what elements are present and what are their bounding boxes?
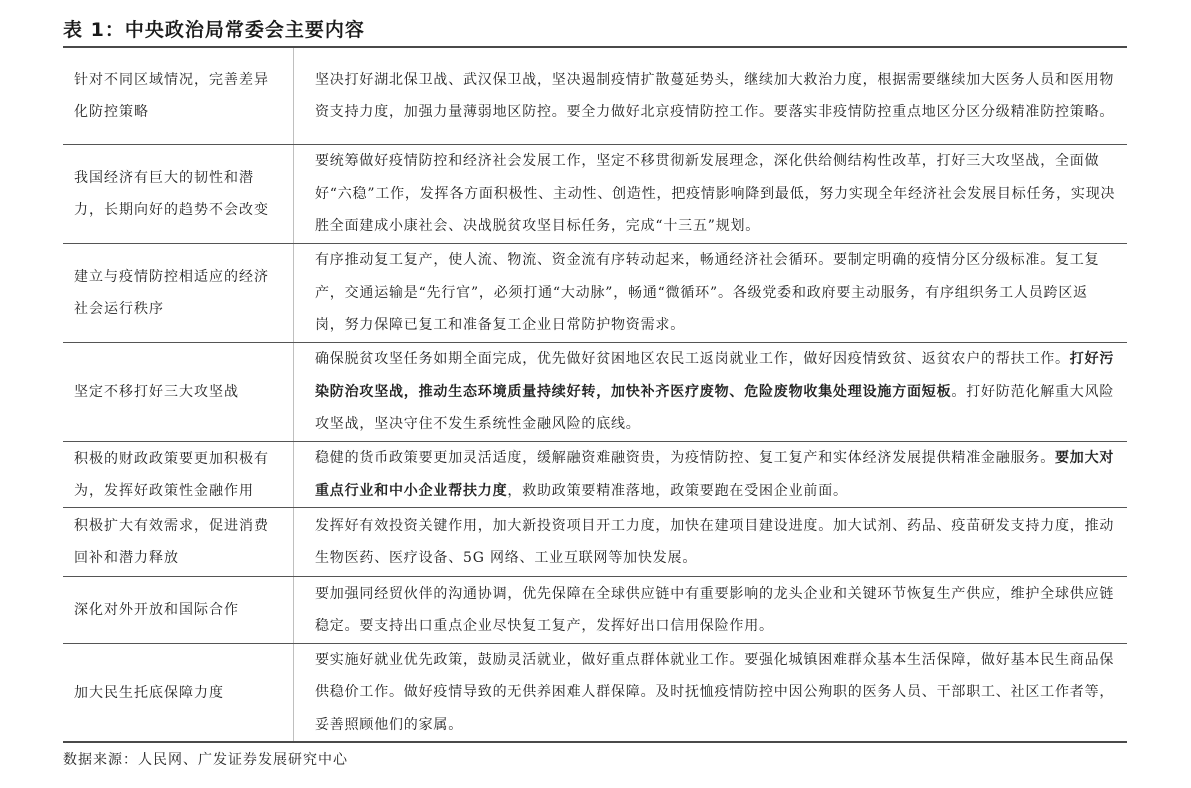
topic-text: 坚定不移打好三大攻坚战: [74, 384, 239, 400]
content-cell: [294, 508, 1127, 576]
topic-text: 深化对外开放和国际合作: [74, 602, 239, 618]
content-cell: [294, 442, 1127, 507]
content-cell: [294, 644, 1127, 741]
topic-text: 我国经济有巨大的韧性和潜力，长期向好的趋势不会改变: [74, 170, 269, 218]
topic-text: 针对不同区域情况，完善差异化防控策略: [74, 72, 269, 120]
table-row: [63, 48, 1127, 144]
content-cell: [294, 577, 1127, 643]
content-text-plain: 确保脱贫攻坚任务如期全面完成，优先做好贫困地区农民工返岗就业工作，做好因疫情致贫、返贫农户的帮扶工作。: [315, 351, 1070, 368]
table-row: [63, 507, 1127, 576]
content-text: [315, 442, 1117, 507]
content-text-plain: 稳健的货币政策要更加灵活适度，缓解融资难融资贵，为疫情防控、复工复产和实体经济发展提供精准金融服务。: [315, 450, 1055, 466]
content-text: 有序推动复工复产，使人流、物流、资金流有序转动起来，畅通经济社会循环。要制定明确的疫情分区分级标准。复工复产，交通运输是“先行官”，必须打通“大动脉”，畅通“微循环”。各级党委和政府要主动服务，有序组织务工人员跨区返岗，努力保障已复工和准备复工企业日常防护物资需求。: [315, 252, 1100, 334]
topic-cell: [63, 442, 294, 507]
content-text: 要统筹做好疫情防控和经济社会发展工作，坚定不移贯彻新发展理念，深化供给侧结构性改革，打好三大攻坚战，全面做好“六稳”工作，发挥各方面积极性、主动性、创造性，把疫情影响降到最低，努力实现全年经济社会发展目标任务，实现决胜全面建成小康社会、决战脱贫攻坚目标任务，完成“十三五”规划。: [315, 153, 1116, 235]
content-text: 发挥好有效投资关键作用，加大新投资项目开工力度，加快在建项目建设进度。加大试剂、药品、疫苗研发支持力度，推动生物医药、医疗设备、5G 网络、工业互联网等加快发展。: [315, 517, 1115, 566]
table-row: [63, 576, 1127, 643]
policy-table: [63, 46, 1127, 743]
content-text: 要加强同经贸伙伴的沟通协调，优先保障在全球供应链中有重要影响的龙头企业和关键环节恢复生产供应，维护全球供应链稳定。要支持出口重点企业尽快复工复产，发挥好出口信用保险作用。: [315, 585, 1115, 634]
topic-text: 建立与疫情防控相适应的经济社会运行秩序: [74, 269, 269, 317]
content-text-plain: 。打好防范化解重大风险攻坚战，坚决守住不发生系统性金融风险的底线。: [315, 383, 1115, 433]
topic-text: 加大民生托底保障力度: [74, 684, 224, 701]
content-cell: [294, 343, 1127, 441]
content-text-plain: ，救助政策要精准落地，政策要跑在受困企业前面。: [507, 482, 848, 499]
table-row: [63, 243, 1127, 342]
topic-cell: [63, 343, 294, 441]
topic-cell: [63, 145, 294, 243]
content-text: 要实施好就业优先政策，鼓励灵活就业，做好重点群体就业工作。要强化城镇困难群众基本生活保障，做好基本民生商品保供稳价工作。做好疫情导致的无供养困难人群保障。及时抚恤疫情防控中因公殉职的医务人员、干部职工、社区工作者等，妥善照顾他们的家属。: [315, 651, 1115, 733]
content-text: [315, 343, 1117, 441]
table-row: [63, 342, 1127, 441]
topic-cell: [63, 244, 294, 342]
topic-cell: [63, 48, 294, 144]
table-title: 表 1：中央政治局常委会主要内容: [63, 19, 365, 41]
topic-text: 积极的财政政策要更加积极有为，发挥好政策性金融作用: [74, 450, 269, 499]
table-row: [63, 144, 1127, 243]
content-cell: [294, 48, 1127, 144]
table-row: [63, 441, 1127, 507]
data-source-note: 数据来源：人民网、广发证券发展研究中心: [63, 752, 348, 768]
table-row: [63, 643, 1127, 741]
topic-cell: [63, 508, 294, 576]
content-text: 坚决打好湖北保卫战、武汉保卫战，坚决遏制疫情扩散蔓延势头，继续加大救治力度，根据需要继续加大医务人员和医用物资支持力度，加强力量薄弱地区防控。要全力做好北京疫情防控工作。要落实非疫情防控重点地区分区分级精准防控策略。: [315, 71, 1115, 120]
content-text-bold: 要加大对重点行业和中小企业帮扶力度: [315, 450, 1115, 499]
document: [63, 14, 1127, 777]
content-cell: [294, 244, 1127, 342]
topic-text: 积极扩大有效需求，促进消费回补和潜力释放: [74, 518, 269, 566]
content-text-bold: 打好污染防治攻坚战，推动生态环境质量持续好转，加快补齐医疗废物、危险废物收集处理设施方面短板: [315, 351, 1115, 400]
content-cell: [294, 145, 1127, 243]
topic-cell: [63, 644, 294, 741]
topic-cell: [63, 577, 294, 643]
